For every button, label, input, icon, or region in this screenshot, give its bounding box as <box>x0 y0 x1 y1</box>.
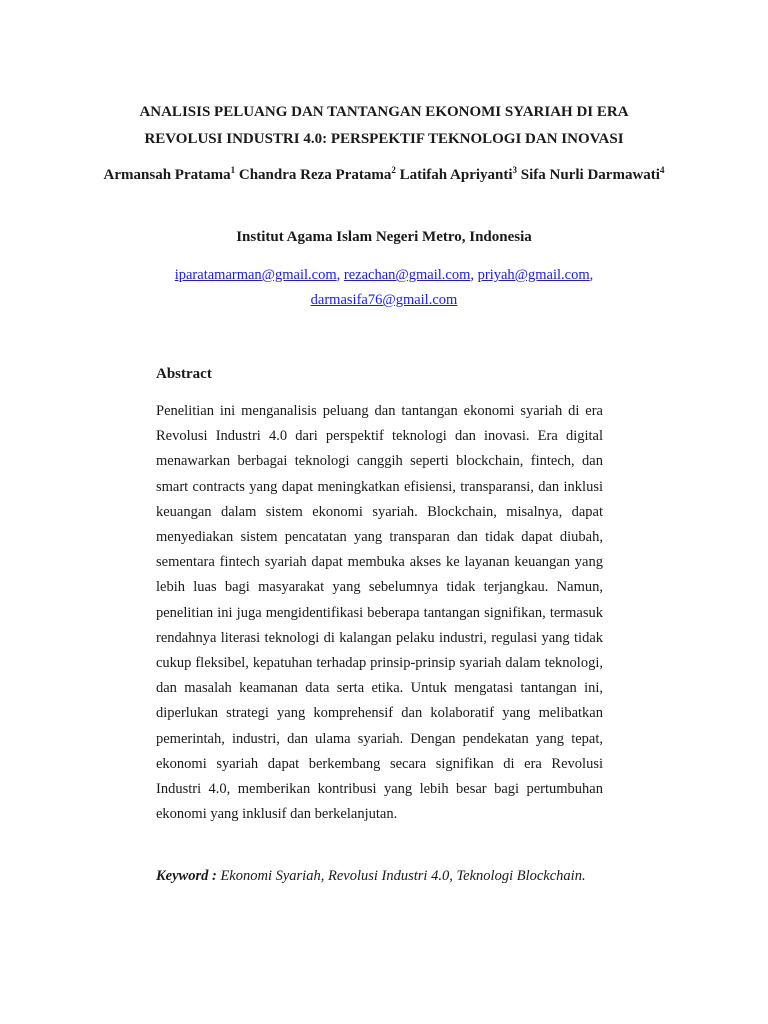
author-affiliation-sup: 2 <box>391 165 396 175</box>
email-separator: , <box>336 267 344 283</box>
email-link[interactable]: rezachan@gmail.com <box>343 267 471 283</box>
author-name: Chandra Reza Pratama <box>238 167 392 183</box>
email-list <box>100 263 668 313</box>
keyword-list: Ekonomi Syariah, Revolusi Industri 4.0, Teknologi Blockchain. <box>220 868 586 884</box>
author-name: Latifah Apriyanti <box>399 167 513 183</box>
institution-affiliation: Institut Agama Islam Negeri Metro, Indonesia <box>236 229 532 245</box>
author-list <box>100 162 668 188</box>
email-separator: , <box>589 267 594 283</box>
abstract-heading: Abstract <box>156 366 212 382</box>
keywords-paragraph <box>156 864 603 890</box>
email-link[interactable]: darmasifa76@gmail.com <box>310 292 458 308</box>
author-affiliation-sup: 4 <box>659 165 665 175</box>
keyword-label: Keyword : <box>156 868 217 884</box>
author-affiliation-sup: 3 <box>512 165 518 175</box>
email-link[interactable]: priyah@gmail.com <box>477 267 590 283</box>
author-name: Sifa Nurli Darmawati <box>520 167 660 183</box>
email-link[interactable]: iparatamarman@gmail.com <box>174 267 337 283</box>
author-name: Armansah Pratama <box>103 167 231 183</box>
paper-title-line-2: REVOLUSI INDUSTRI 4.0: PERSPEKTIF TEKNOLOGI DAN INOVASI <box>144 131 624 147</box>
author-affiliation-sup: 1 <box>230 165 236 175</box>
paper-title-line-1: ANALISIS PELUANG DAN TANTANGAN EKONOMI SYARIAH DI ERA <box>139 104 629 120</box>
abstract-body: Penelitian ini menganalisis peluang dan tantangan ekonomi syariah di era Revolusi Industri 4.0 dari perspektif teknologi dan inovasi. Era digital menawarkan berbagai teknologi canggih seperti blockchain, fintech, dan smart contracts yang dapat meningkatkan efisiensi, transparansi, dan inklusi keuangan dalam sistem ekonomi syariah. Blockchain, misalnya, dapat menyediakan sistem pencatatan yang transparan dan tidak dapat diubah, sementara fintech syariah dapat membuka akses ke layanan keuangan yang lebih luas bagi masyarakat yang sebelumnya tidak terjangkau. Namun, penelitian ini juga mengidentifikasi beberapa tantangan signifikan, termasuk rendahnya literasi teknologi di kalangan pelaku industri, regulasi yang tidak cukup fleksibel, kepatuhan terhadap prinsip-prinsip syariah dalam teknologi, dan masalah keamanan data serta etika. Untuk mengatasi tantangan ini, diperlukan strategi yang komprehensif dan kolaboratif yang melibatkan pemerintah, industri, dan ulama syariah. Dengan pendekatan yang tepat, ekonomi syariah dapat berkembang secara signifikan di era Revolusi Industri 4.0, memberikan kontribusi yang lebih besar bagi pertumbuhan ekonomi yang inklusif dan berkelanjutan. <box>156 403 603 823</box>
email-separator: , <box>470 267 478 283</box>
paper-title <box>60 99 708 153</box>
